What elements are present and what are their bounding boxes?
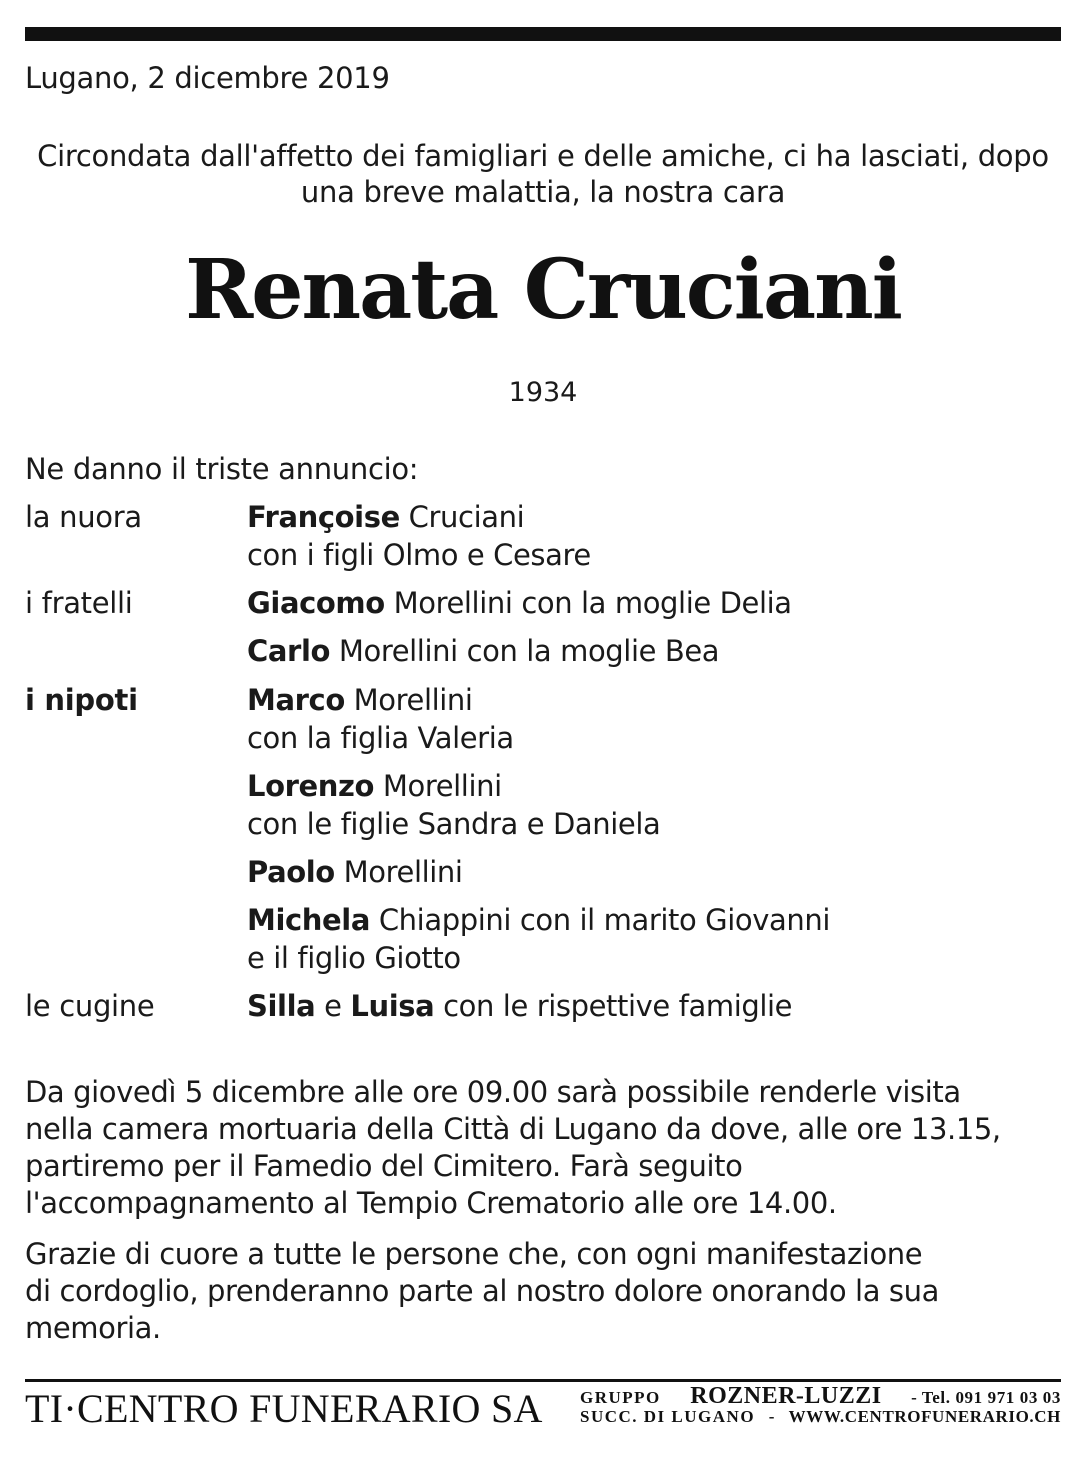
funeral-info-line: Da giovedì 5 dicembre alle ore 09.00 sarà possibile renderle visita [25, 1075, 961, 1109]
relative-first-name: Carlo [247, 634, 331, 668]
relative-detail: e il figlio Giotto [247, 941, 461, 975]
relation-label-nuora: la nuora [25, 500, 142, 534]
relative-connector: e [315, 989, 351, 1023]
thanks-line: memoria. [25, 1311, 161, 1345]
relative-first-name: Marco [247, 683, 345, 717]
relative-surname: Cruciani [399, 500, 525, 534]
thanks-line: Grazie di cuore a tutte le persone che, con ogni manifestazione [25, 1237, 923, 1271]
relative-detail: con le rispettive famiglie [434, 989, 793, 1023]
relative-first-name: Luisa [350, 989, 435, 1023]
footer-group-name: ROZNER-LUZZI [690, 1383, 882, 1409]
footer-branch: SUCC. DI LUGANO [580, 1407, 756, 1426]
relative-entry [247, 584, 792, 622]
funeral-info-line: nella camera mortuaria della Città di Lugano da dove, alle ore 13.15, [25, 1112, 1001, 1146]
relative-entry [247, 767, 660, 843]
relative-first-name: Giacomo [247, 586, 385, 620]
relation-label-cugine: le cugine [25, 989, 155, 1023]
intro-line: Circondata dall'affetto dei famigliari e delle amiche, ci ha lasciati, dopo [37, 139, 1049, 173]
announcement-lead: Ne danno il triste annuncio: [25, 452, 419, 486]
footer-company-name: TI·CENTRO FUNERARIO SA [25, 1386, 543, 1431]
relative-surname: Chiappini con il marito Giovanni [370, 903, 830, 937]
thanks-line: di cordoglio, prenderanno parte al nostro dolore onorando la sua [25, 1274, 939, 1308]
relative-first-name: Silla [247, 989, 316, 1023]
relative-detail: con i figli Olmo e Cesare [247, 538, 591, 572]
deceased-name: Renata Cruciani [185, 242, 901, 338]
footer-contact-info [580, 1383, 1061, 1431]
relation-label-fratelli: i fratelli [25, 586, 133, 620]
relative-detail: con le figlie Sandra e Daniela [247, 807, 661, 841]
relative-surname: Morellini [334, 855, 463, 889]
footer-website: WWW.CENTROFUNERARIO.CH [788, 1407, 1061, 1426]
relative-first-name: Lorenzo [247, 769, 375, 803]
relative-entry [247, 632, 719, 670]
relative-surname: Morellini [344, 683, 473, 717]
funeral-info-line: l'accompagnamento al Tempio Crematorio alle ore 14.00. [25, 1186, 837, 1220]
relative-surname: Morellini con la moglie Delia [384, 586, 792, 620]
place-date: Lugano, 2 dicembre 2019 [25, 61, 390, 95]
funeral-info [25, 1074, 1061, 1222]
relative-first-name: Michela [247, 903, 371, 937]
funeral-info-line: partiremo per il Famedio del Cimitero. Farà seguito [25, 1149, 743, 1183]
relative-detail: con la figlia Valeria [247, 721, 514, 755]
relative-first-name: Françoise [247, 500, 400, 534]
relative-surname: Morellini [374, 769, 502, 803]
footer-gruppo: GRUPPO [580, 1388, 661, 1407]
relative-surname: Morellini con la moglie Bea [330, 634, 720, 668]
intro-text [25, 138, 1061, 210]
top-rule [25, 27, 1061, 41]
relative-entry [247, 901, 830, 977]
relative-first-name: Paolo [247, 855, 335, 889]
relative-entry [247, 681, 514, 757]
birth-year: 1934 [508, 377, 578, 408]
relative-entry [247, 853, 463, 891]
relative-entry [247, 987, 792, 1025]
intro-line: una breve malattia, la nostra cara [300, 175, 786, 209]
footer-phone: - Tel. 091 971 03 03 [911, 1388, 1061, 1407]
relative-entry [247, 498, 591, 574]
footer-separator: - [768, 1407, 775, 1426]
relation-label-nipoti: i nipoti [25, 683, 138, 717]
thanks-text [25, 1236, 1061, 1347]
